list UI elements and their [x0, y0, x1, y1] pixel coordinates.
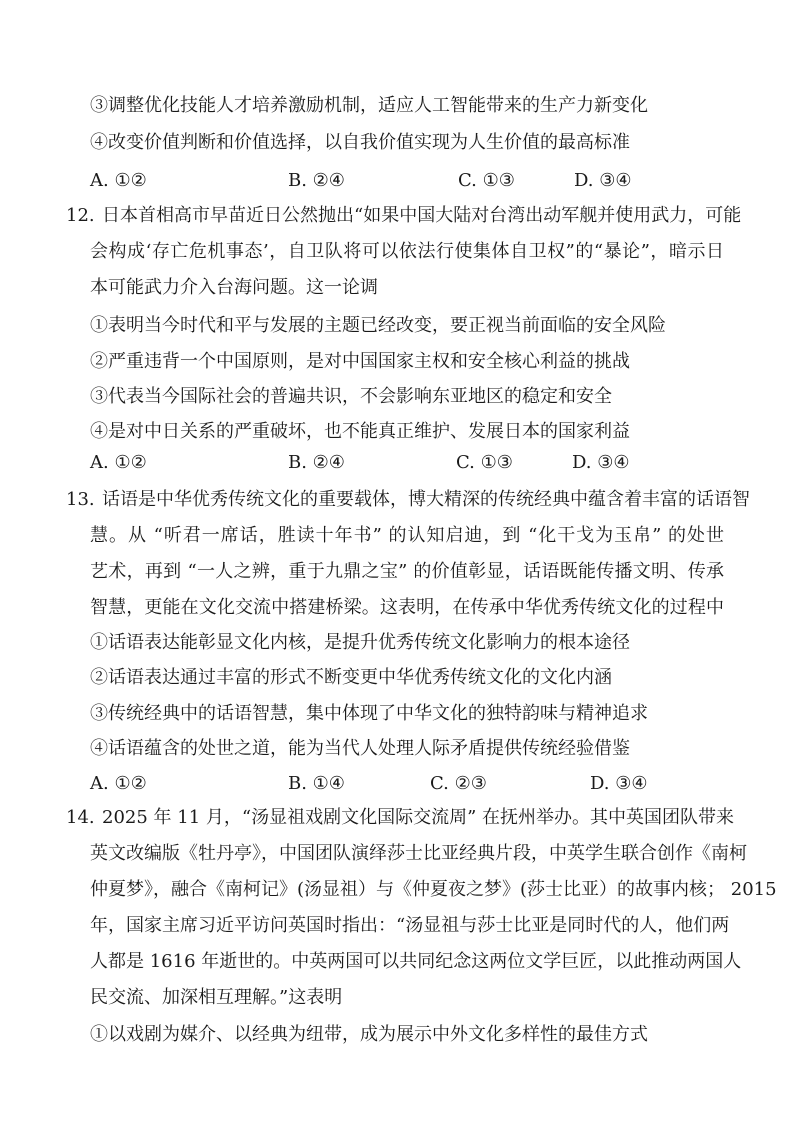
- question-14-stem-line-3: 仲夏梦》，融合《南柯记》(汤显祖）与《仲夏夜之梦》(莎士比亚）的故事内核； 2015: [90, 879, 777, 900]
- question-12-option-d: D. ③④: [572, 452, 630, 473]
- question-14-stem-line-6: 民交流、加深相互理解。”这表明: [90, 987, 343, 1008]
- prev-option-c: C. ①③: [458, 170, 515, 191]
- question-13-stem-line-4: 智慧，更能在文化交流中搭建桥梁。这表明，在传承中华优秀传统文化的过程中: [90, 597, 724, 618]
- question-13-stem-line-1: 话语是中华优秀传统文化的重要载体，博大精深的传统经典中蕴含着丰富的话语智: [102, 489, 750, 510]
- question-12-statement-1: ①表明当今时代和平与发展的主题已经改变，要正视当前面临的安全风险: [90, 315, 666, 336]
- prev-option-a: A. ①②: [90, 170, 147, 191]
- question-13-stem-line-2: 慧。从 “听君一席话，胜读十年书” 的认知启迪，到 “化干戈为玉帛” 的处世: [90, 525, 724, 546]
- question-14-number: 14.: [66, 807, 95, 828]
- question-14-statement-1: ①以戏剧为媒介、以经典为纽带，成为展示中外文化多样性的最佳方式: [90, 1024, 648, 1045]
- question-13-statement-4: ④话语蕴含的处世之道，能为当代人处理人际矛盾提供传统经验借鉴: [90, 738, 630, 759]
- question-12-stem-line-2: 会构成‘存亡危机事态’，自卫队将可以依法行使集体自卫权”的“暴论”，暗示日: [90, 241, 724, 262]
- question-12-stem-line-3: 本可能武力介入台海问题。这一论调: [90, 277, 378, 298]
- question-12-stem-line-1: 日本首相高市早苗近日公然抛出“如果中国大陆对台湾出动军舰并使用武力，可能: [102, 205, 742, 226]
- prev-option-d: D. ③④: [574, 170, 632, 191]
- question-13-statement-3: ③传统经典中的话语智慧，集中体现了中华文化的独特韵味与精神追求: [90, 703, 648, 724]
- question-13-statement-2: ②话语表达通过丰富的形式不断变更中华优秀传统文化的文化内涵: [90, 667, 612, 688]
- question-13-option-b: B. ①④: [288, 773, 345, 794]
- question-14-stem-line-5: 人都是 1616 年逝世的。中英两国可以共同纪念这两位文学巨匠，以此推动两国人: [90, 951, 742, 972]
- question-13-option-a: A. ①②: [90, 773, 147, 794]
- question-12-option-a: A. ①②: [90, 452, 147, 473]
- question-14-stem-line-1: 2025 年 11 月，“汤显祖戏剧文化国际交流周” 在抚州举办。其中英国团队带来: [102, 807, 735, 828]
- question-13-number: 13.: [66, 489, 95, 510]
- prev-option-b: B. ②④: [288, 170, 345, 191]
- question-14-stem-line-2: 英文改编版《牡丹亭》，中国团队演绎莎士比亚经典片段，中英学生联合创作《南柯: [90, 843, 747, 864]
- question-13-statement-1: ①话语表达能彰显文化内核，是提升优秀传统文化影响力的根本途径: [90, 632, 630, 653]
- question-13-option-d: D. ③④: [590, 773, 648, 794]
- question-12-statement-4: ④是对中日关系的严重破坏，也不能真正维护、发展日本的国家利益: [90, 421, 630, 442]
- prev-statement-4: ④改变价值判断和价值选择，以自我价值实现为人生价值的最高标准: [90, 132, 630, 153]
- question-12-number: 12.: [66, 205, 95, 226]
- question-14-stem-line-4: 年，国家主席习近平访问英国时指出：“汤显祖与莎士比亚是同时代的人，他们两: [90, 915, 730, 936]
- question-12-option-c: C. ①③: [456, 452, 513, 473]
- question-13-stem-line-3: 艺术，再到 “一人之辨，重于九鼎之宝” 的价值彰显，话语既能传播文明、传承: [90, 561, 724, 582]
- prev-statement-3: ③调整优化技能人才培养激励机制，适应人工智能带来的生产力新变化: [90, 95, 648, 116]
- question-12-option-b: B. ②④: [288, 452, 345, 473]
- question-12-statement-3: ③代表当今国际社会的普遍共识，不会影响东亚地区的稳定和安全: [90, 386, 612, 407]
- question-13-option-c: C. ②③: [430, 773, 487, 794]
- question-12-statement-2: ②严重违背一个中国原则，是对中国国家主权和安全核心利益的挑战: [90, 351, 630, 372]
